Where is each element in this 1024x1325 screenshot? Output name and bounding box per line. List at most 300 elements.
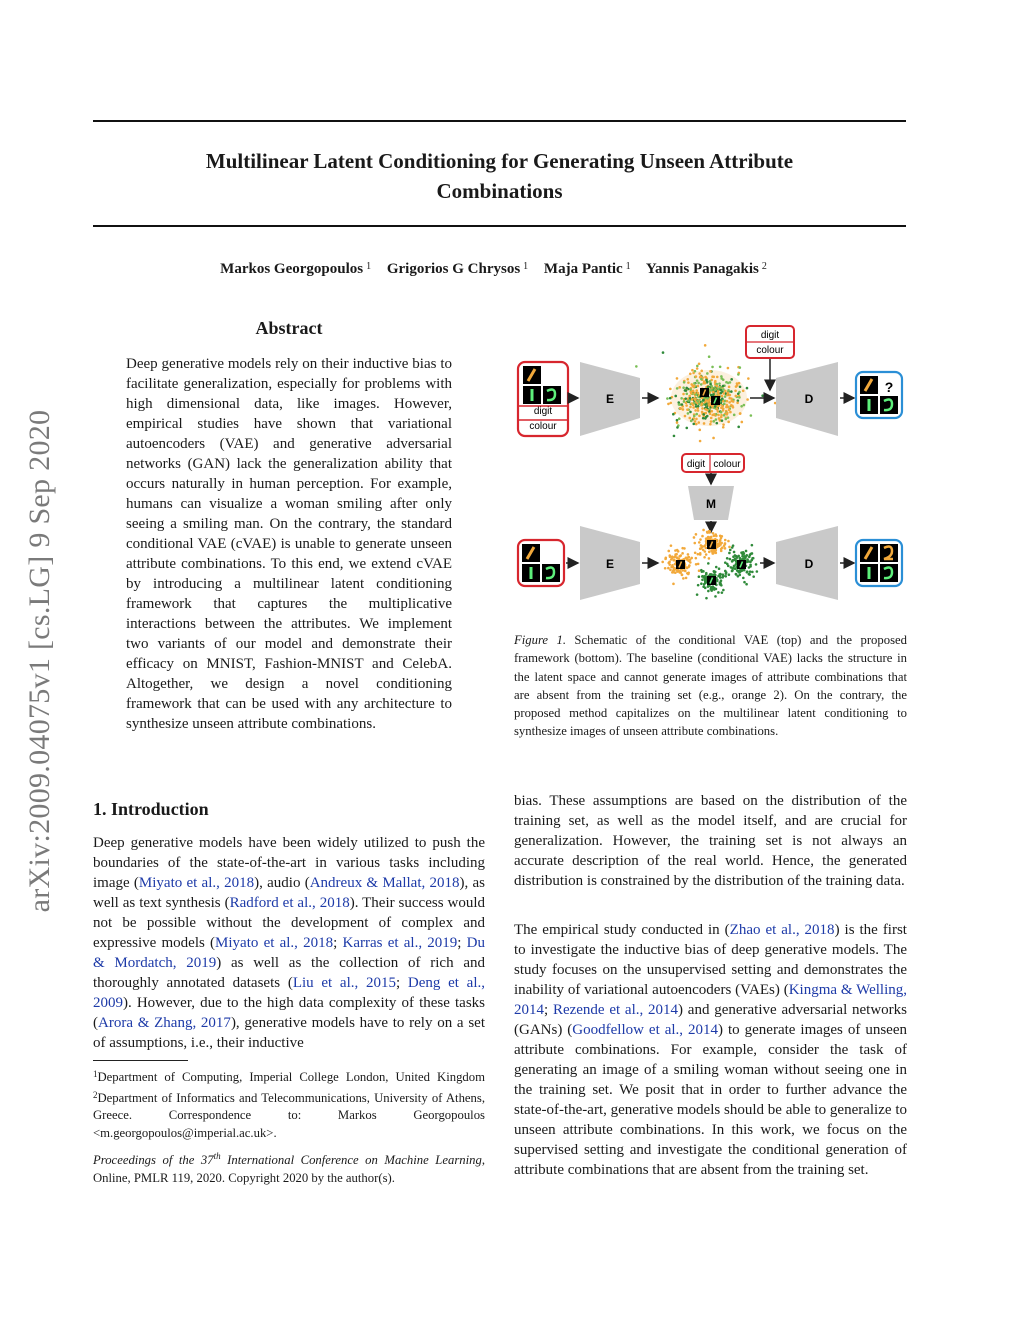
right-paragraph-1: bias. These assumptions are based on the distribution of the training set, as well as the model itself, and are crucial for generalization. However, the training set is not always an accurate description of the real world. Hence, the generated distribution is constrained by the distribution of the training data. <box>514 793 907 889</box>
latent-point <box>696 367 699 370</box>
latent-point <box>718 544 721 547</box>
latent-point <box>712 552 715 555</box>
section-heading-introduction: 1. Introduction <box>93 799 209 819</box>
top-input-image-grid <box>518 362 568 436</box>
latent-point <box>725 381 728 384</box>
latent-point <box>725 572 728 575</box>
latent-point <box>693 384 696 387</box>
latent-point <box>726 400 729 403</box>
latent-point <box>704 382 707 385</box>
top-condition-colour: colour <box>756 345 784 356</box>
latent-point <box>732 566 735 569</box>
latent-point <box>695 393 698 396</box>
latent-point <box>685 401 688 404</box>
latent-point <box>719 392 722 395</box>
latent-point <box>743 555 746 558</box>
latent-point <box>689 558 692 561</box>
abstract-heading: Abstract <box>255 318 323 338</box>
latent-point <box>736 382 739 385</box>
latent-point <box>708 399 711 402</box>
latent-point <box>706 531 709 534</box>
bottom-latent-clusters <box>661 529 758 600</box>
latent-point <box>667 567 670 570</box>
latent-point <box>694 420 697 423</box>
latent-point <box>723 403 726 406</box>
author-affiliation: 1 <box>625 261 631 272</box>
latent-point <box>726 394 729 397</box>
latent-point <box>684 397 687 400</box>
latent-point <box>697 385 700 388</box>
bottom-condition-digit: digit <box>686 459 706 470</box>
latent-point <box>718 567 721 570</box>
latent-point <box>728 409 731 412</box>
latent-point <box>676 421 679 424</box>
latent-point <box>714 595 717 598</box>
abstract-body: Deep generative models rely on their inductive bias to facilitate generalization, especially for problems with high dimensional data, like images. However, empirical studies have shown that variational autoencoders (VAE) and generative adversarial networks (GAN) lack the generalization ability that occurs naturally in human perception. For example, humans can visualize a woman smiling after only seeing a smiling man. On the contrary, the standard conditional VAE (cVAE) is unable to generate unseen attribute combinations. To this end, we extend cVAE by introducing a multilinear latent conditioning framework that captures the multiplicative interactions between the attributes. We implement two variants of our model and demonstrate their efficacy on MNIST, Fashion-MNIST and CelebA. Altogether, we design a novel conditioning framework that can be used with any architecture to synthesize unseen attribute combinations. <box>126 356 452 732</box>
latent-point <box>701 579 704 582</box>
latent-point <box>749 570 752 573</box>
latent-point <box>731 569 734 572</box>
latent-point <box>685 392 688 395</box>
latent-point <box>692 423 695 426</box>
latent-point <box>666 397 669 400</box>
latent-point <box>689 411 692 414</box>
author-name: Grigorios G Chrysos <box>386 261 521 277</box>
latent-point <box>750 559 753 562</box>
latent-point <box>689 406 692 409</box>
latent-point <box>678 417 681 420</box>
latent-point <box>696 365 699 368</box>
latent-point <box>712 532 715 535</box>
latent-point <box>678 555 681 558</box>
latent-point <box>676 419 679 422</box>
latent-point <box>685 577 688 580</box>
latent-point <box>712 437 715 440</box>
citation-link[interactable]: Miyato et al., 2018 <box>215 935 334 951</box>
latent-point <box>730 404 733 407</box>
latent-point <box>724 418 727 421</box>
latent-point <box>746 571 749 574</box>
latent-point <box>669 569 672 572</box>
latent-point <box>713 588 716 591</box>
latent-point <box>716 385 719 388</box>
latent-point <box>727 392 730 395</box>
latent-point <box>727 540 730 543</box>
latent-point <box>729 558 732 561</box>
latent-point <box>742 389 745 392</box>
citation-link[interactable]: Liu et al., 2015 <box>292 975 396 991</box>
latent-point <box>668 563 671 566</box>
latent-point <box>714 405 717 408</box>
arxiv-stamp-text: arXiv:2009.04075v1 [cs.LG] 9 Sep 2020 <box>23 409 56 913</box>
latent-point <box>705 597 708 600</box>
latent-point <box>698 569 701 572</box>
latent-point <box>728 552 731 555</box>
latent-point <box>743 581 746 584</box>
latent-point <box>635 365 638 368</box>
citation-link[interactable]: Kingma & Welling, 2014 <box>514 982 907 1018</box>
latent-point <box>685 387 688 390</box>
latent-point <box>698 575 701 578</box>
latent-point <box>745 554 748 557</box>
latent-point <box>698 541 701 544</box>
latent-point <box>724 575 727 578</box>
latent-point <box>670 566 673 569</box>
latent-point <box>713 571 716 574</box>
latent-point <box>693 415 696 418</box>
latent-point <box>681 552 684 555</box>
latent-point <box>722 589 725 592</box>
latent-point <box>720 584 723 587</box>
latent-point <box>701 411 704 414</box>
latent-point <box>682 408 685 411</box>
latent-point <box>693 542 696 545</box>
author-name: Markos Georgopoulos <box>220 261 364 277</box>
latent-point <box>708 557 711 560</box>
latent-point <box>694 552 697 555</box>
latent-point <box>696 593 699 596</box>
latent-point <box>700 547 703 550</box>
latent-point <box>726 412 729 415</box>
latent-point <box>752 575 755 578</box>
citation-link[interactable]: Arora & Zhang, 2017 <box>98 1015 231 1031</box>
latent-point <box>691 398 694 401</box>
bottom-decoder <box>776 526 838 600</box>
top-rule <box>93 120 906 122</box>
latent-point <box>670 544 673 547</box>
latent-point <box>693 382 696 385</box>
latent-point <box>728 386 731 389</box>
latent-point <box>761 394 764 397</box>
latent-point <box>676 377 679 380</box>
latent-point <box>724 539 727 542</box>
latent-point <box>688 395 691 398</box>
latent-point <box>716 376 719 379</box>
citation-link[interactable]: Miyato et al., 2018 <box>138 875 255 891</box>
latent-point <box>664 557 667 560</box>
latent-point <box>748 566 751 569</box>
latent-point <box>737 575 740 578</box>
citation-link[interactable]: Goodfellow et al., 2014 <box>572 1022 719 1038</box>
latent-point <box>727 367 730 370</box>
latent-point <box>721 419 724 422</box>
latent-point <box>718 394 721 397</box>
citation-link[interactable]: Deng et al., 2009 <box>93 975 486 1011</box>
latent-point <box>709 423 712 426</box>
top-encoder <box>580 362 640 436</box>
latent-point <box>700 582 703 585</box>
latent-point <box>712 420 715 423</box>
latent-point <box>721 535 724 538</box>
latent-point <box>678 403 681 406</box>
latent-point <box>698 415 701 418</box>
latent-point <box>669 397 672 400</box>
top-input-label-colour: colour <box>529 421 557 432</box>
latent-point <box>736 401 739 404</box>
latent-point <box>733 551 736 554</box>
latent-point <box>737 570 740 573</box>
latent-point <box>697 405 700 408</box>
author-name: Yannis Panagakis <box>645 261 759 277</box>
latent-point <box>747 377 750 380</box>
latent-point <box>685 427 688 430</box>
bottom-encoder-label: E <box>605 557 615 571</box>
latent-point <box>737 426 740 429</box>
latent-point <box>691 369 694 372</box>
figure-1-schematic <box>512 322 912 622</box>
latent-point <box>672 569 675 572</box>
latent-point <box>728 573 731 576</box>
latent-point <box>715 422 718 425</box>
unknown-output-mark: ? <box>884 379 894 395</box>
latent-point <box>745 583 748 586</box>
latent-point <box>706 372 709 375</box>
latent-point <box>688 417 691 420</box>
latent-point <box>687 381 690 384</box>
latent-point <box>674 395 677 398</box>
citation-link[interactable]: Karras et al., 2019 <box>342 935 458 951</box>
latent-point <box>721 395 724 398</box>
latent-point <box>720 406 723 409</box>
latent-point <box>695 413 698 416</box>
latent-point <box>704 580 707 583</box>
latent-point <box>673 435 676 438</box>
latent-point <box>718 382 721 385</box>
latent-point <box>720 399 723 402</box>
latent-point <box>695 375 698 378</box>
top-output-image-grid <box>856 372 902 418</box>
title-line-2: Combinations <box>436 179 563 203</box>
bottom-output-image-grid <box>856 540 902 586</box>
latent-point <box>720 411 723 414</box>
latent-point <box>735 385 738 388</box>
latent-point <box>709 402 712 405</box>
latent-point <box>707 585 710 588</box>
latent-point <box>739 412 742 415</box>
latent-point <box>685 389 688 392</box>
latent-point <box>693 536 696 539</box>
latent-point <box>748 573 751 576</box>
latent-point <box>697 553 700 556</box>
latent-point <box>721 591 724 594</box>
bottom-encoder <box>580 526 640 600</box>
latent-point <box>688 564 691 567</box>
latent-point <box>714 380 717 383</box>
latent-point <box>700 370 703 373</box>
latent-point <box>667 403 670 406</box>
latent-point <box>697 421 700 424</box>
latent-point <box>723 414 726 417</box>
latent-point <box>695 389 698 392</box>
latent-point <box>724 395 727 398</box>
latent-point <box>689 388 692 391</box>
latent-point <box>728 546 731 549</box>
citation-link[interactable]: Radford et al., 2018 <box>229 895 350 911</box>
latent-point <box>711 366 714 369</box>
latent-point <box>661 561 664 564</box>
citation-link[interactable]: Rezende et al., 2014 <box>552 1002 679 1018</box>
latent-point <box>720 579 723 582</box>
latent-point <box>672 583 675 586</box>
latent-point <box>719 366 722 369</box>
latent-point <box>751 552 754 555</box>
latent-point <box>724 547 727 550</box>
latent-point <box>707 590 710 593</box>
latent-point <box>740 405 743 408</box>
author-affiliation: 1 <box>523 261 529 272</box>
latent-point <box>710 417 713 420</box>
latent-point <box>729 394 732 397</box>
latent-point <box>715 549 718 552</box>
latent-point <box>669 402 672 405</box>
bottom-condition-colour: colour <box>713 459 741 470</box>
latent-point <box>707 562 710 565</box>
top-condition-digit: digit <box>760 330 780 341</box>
latent-point <box>729 411 732 414</box>
latent-point <box>715 418 718 421</box>
latent-point <box>717 414 720 417</box>
latent-point <box>698 362 701 365</box>
latent-point <box>740 421 743 424</box>
latent-point <box>703 422 706 425</box>
latent-point <box>683 569 686 572</box>
latent-point <box>711 405 714 408</box>
latent-point <box>681 573 684 576</box>
latent-point <box>675 553 678 556</box>
latent-point <box>689 561 692 564</box>
latent-point <box>715 535 718 538</box>
latent-point <box>700 383 703 386</box>
latent-point <box>679 570 682 573</box>
latent-point <box>704 403 707 406</box>
arxiv-stamp <box>14 365 66 957</box>
latent-point <box>671 557 674 560</box>
latent-point <box>724 561 727 564</box>
latent-point <box>703 583 706 586</box>
latent-point <box>711 375 714 378</box>
latent-point <box>687 399 690 402</box>
top-decoder-label: D <box>804 392 814 406</box>
latent-point <box>695 405 698 408</box>
latent-point <box>681 403 684 406</box>
citation-link[interactable]: Andreux & Mallat, 2018 <box>309 875 460 891</box>
figure-label: Figure 1. <box>514 633 566 647</box>
latent-point <box>739 366 742 369</box>
latent-point <box>676 387 679 390</box>
top-input-label-digit: digit <box>533 406 553 417</box>
latent-point <box>720 414 723 417</box>
latent-point <box>709 412 712 415</box>
latent-point <box>725 406 728 409</box>
latent-point <box>727 421 730 424</box>
latent-point <box>702 529 705 532</box>
latent-point <box>717 387 720 390</box>
author-affiliation: 1 <box>366 261 372 272</box>
latent-point <box>723 544 726 547</box>
latent-point <box>722 388 725 391</box>
latent-point <box>743 552 746 555</box>
latent-point <box>664 567 667 570</box>
citation-link[interactable]: Du & Mordatch, 2019 <box>93 935 485 971</box>
latent-point <box>684 415 687 418</box>
latent-point <box>690 392 693 395</box>
latent-point <box>694 370 697 373</box>
latent-point <box>737 392 740 395</box>
latent-point <box>679 407 682 410</box>
latent-point <box>683 547 686 550</box>
latent-point <box>714 389 717 392</box>
latent-point <box>686 378 689 381</box>
latent-point <box>721 546 724 549</box>
latent-point <box>704 587 707 590</box>
latent-point <box>678 386 681 389</box>
latent-point <box>738 396 741 399</box>
latent-point <box>728 401 731 404</box>
latent-point <box>743 404 746 407</box>
latent-point <box>699 538 702 541</box>
author-list <box>93 261 906 278</box>
latent-point <box>704 344 707 347</box>
latent-point <box>726 557 729 560</box>
latent-point <box>702 399 705 402</box>
latent-point <box>748 560 751 563</box>
latent-point <box>687 572 690 575</box>
latent-point <box>721 576 724 579</box>
latent-point <box>703 556 706 559</box>
author-name: Maja Pantic <box>543 261 623 277</box>
latent-point <box>697 382 700 385</box>
latent-point <box>708 355 711 358</box>
figure-caption <box>514 631 907 741</box>
latent-point <box>697 563 700 566</box>
latent-point <box>680 397 683 400</box>
latent-point <box>755 563 758 566</box>
latent-point <box>689 372 692 375</box>
latent-point <box>695 418 698 421</box>
latent-point <box>710 573 713 576</box>
latent-point <box>734 554 737 557</box>
bottom-condition-box <box>682 454 744 472</box>
latent-point <box>695 533 698 536</box>
latent-point <box>701 535 704 538</box>
latent-point <box>704 408 707 411</box>
latent-point <box>698 372 701 375</box>
latent-point <box>694 398 697 401</box>
latent-point <box>732 400 735 403</box>
latent-point <box>708 551 711 554</box>
citation-link[interactable]: Zhao et al., 2018 <box>729 922 835 938</box>
latent-point <box>734 558 737 561</box>
title-line-1: Multilinear Latent Conditioning for Generating Unseen Attribute <box>205 149 794 173</box>
top-decoder <box>776 362 838 436</box>
latent-point <box>672 559 675 562</box>
latent-point <box>722 378 725 381</box>
top-condition-box <box>746 326 794 358</box>
latent-point <box>730 390 733 393</box>
latent-point <box>696 379 699 382</box>
latent-point <box>750 414 753 417</box>
latent-point <box>710 420 713 423</box>
latent-point <box>751 544 754 547</box>
latent-point <box>727 389 730 392</box>
latent-point <box>682 386 685 389</box>
latent-point <box>712 391 715 394</box>
latent-point <box>705 547 708 550</box>
latent-point <box>692 404 695 407</box>
latent-point <box>727 565 730 568</box>
latent-point <box>700 378 703 381</box>
footnote-rule <box>93 1060 188 1061</box>
